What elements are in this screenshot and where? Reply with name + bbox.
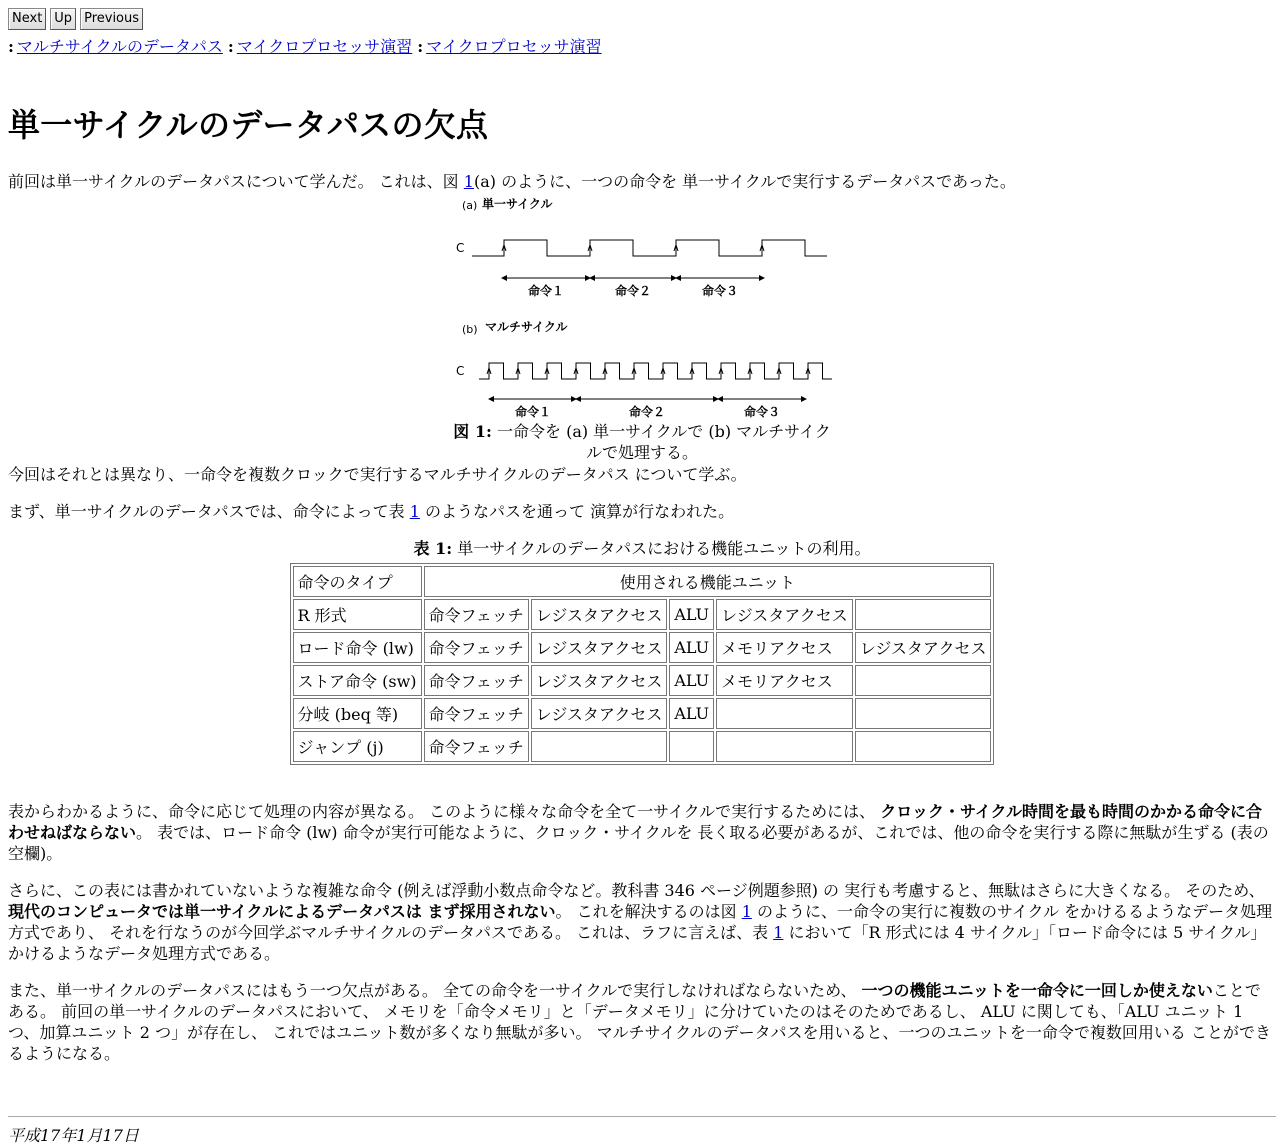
table-cell (531, 731, 668, 762)
para6-c: ことである。 前回の単一サイクルのデータパスにおいて、 メモリを「命令メモリ」と「データメモリ」に分けていたのはそのためであるし、 ALU に関しても、「ALU ユニット 1 つ、加算ユニット 2 つ」が存在し、 これではユニット数が多くなり無駄が多い。 マルチサイクルのデータパスを用いると、一つのユニットを一命令で複数回用いる ことができるようになる。 (8, 981, 1271, 1063)
timing-diagram (452, 192, 832, 418)
para5-emphasis: 現代のコンピュータでは単一サイクルによるデータパスは まず採用されない (8, 902, 556, 921)
up-button[interactable]: Up (50, 8, 76, 30)
table-row (293, 731, 992, 762)
para6-a: また、単一サイクルのデータパスにはもう一つ欠点がある。 全ての命令を一サイクルで実行しなければならないため、 (8, 981, 862, 1000)
para5-a: さらに、この表には書かれていないような複雑な命令 (例えば浮動小数点命令など。教科書 346 ページ例題参照) の 実行も考慮すると、無駄はさらに大きくなる。 そのため、 (8, 881, 1265, 900)
footer-divider (8, 1116, 1276, 1117)
table-header-row (293, 566, 992, 597)
table-row (293, 665, 992, 696)
fig-b-title: マルチサイクル (485, 320, 568, 334)
table-1-link[interactable]: 1 (773, 923, 784, 942)
table-caption-label: 表 1: (413, 539, 453, 558)
para3-before: まず、単一サイクルのデータパスでは、命令によって表 (8, 502, 410, 521)
figure-1 (8, 192, 1276, 463)
table-cell: 命令フェッチ (424, 632, 529, 663)
para5-c: 。 これを解決するのは図 (555, 902, 742, 921)
fig-a-clock-label: C (456, 241, 465, 255)
table-cell (855, 665, 992, 696)
fig-b-instr3: 命令３ (743, 405, 781, 418)
next-button[interactable]: Next (8, 8, 46, 30)
table-cell: 命令フェッチ (424, 698, 529, 729)
nav-sep-next: : (8, 37, 14, 56)
intro-paragraph (8, 171, 1276, 192)
table-header-cell: 命令のタイプ (293, 566, 422, 597)
table-cell: R 形式 (293, 599, 422, 630)
nav-buttons (8, 8, 1276, 32)
table-row (293, 599, 992, 630)
para6-emphasis: 一つの機能ユニットを一命令に一回しか使えない (861, 981, 1213, 1000)
table-cell (855, 599, 992, 630)
table-cell: 命令フェッチ (424, 731, 529, 762)
figure-caption-label: 図 1: (453, 422, 492, 441)
table-cell: 命令フェッチ (424, 665, 529, 696)
table-cell: ALU (669, 698, 714, 729)
table-cell: レジスタアクセス (531, 665, 668, 696)
intro-text-before: 前回は単一サイクルのデータパスについて学んだ。 これは、図 (8, 172, 464, 191)
fig-b-clock-wave (479, 363, 832, 379)
table-header-cell: 使用される機能ユニット (424, 566, 992, 597)
figure-caption (447, 421, 837, 463)
para4-a: 表からわかるように、命令に応じて処理の内容が異なる。 このように様々な命令を全て一サイクルで実行するためには、 (8, 802, 881, 821)
para4-c: 。 表では、ロード命令 (lw) 命令が実行可能なように、クロック・サイクルを 長く取る必要があるが、これでは、他の命令を実行する際に無駄が生ずる (表の空欄)。 (8, 823, 1269, 863)
table-cell: ストア命令 (sw) (293, 665, 422, 696)
next-link[interactable]: マルチサイクルのデータパス (16, 37, 223, 56)
fig-a-prefix: (a) (462, 199, 478, 212)
page-title: 単一サイクルのデータパスの欠点 (8, 106, 489, 144)
table-cell: レジスタアクセス (531, 632, 668, 663)
fig-a-instr3: 命令３ (701, 284, 739, 298)
para5-d: のように、一命令の実行に複数のサイクル をかけるるようなデータ処理方式であり、 それを行なうのが今回学ぶマルチサイクルのデータパスである。 これは、ラフに言えば、表 (8, 902, 1273, 942)
table-cell (855, 731, 992, 762)
table-cell: レジスタアクセス (716, 599, 853, 630)
fig-b-instr1: 命令１ (514, 405, 552, 418)
table-cell: ALU (669, 665, 714, 696)
fig-a-clock-wave (472, 240, 827, 256)
table-cell: ロード命令 (lw) (293, 632, 422, 663)
up-link[interactable]: マイクロプロセッサ演習 (236, 37, 413, 56)
table-cell: ALU (669, 632, 714, 663)
table-row (293, 632, 992, 663)
table-cell (716, 731, 853, 762)
nav-links (8, 37, 1276, 57)
paragraph-5 (8, 880, 1276, 964)
intro-text-after: (a) のように、一つの命令を 単一サイクルで実行するデータパスであった。 (473, 172, 1016, 191)
fig-a-instr2: 命令２ (614, 284, 652, 298)
paragraph-6 (8, 980, 1276, 1064)
table-cell (855, 698, 992, 729)
figure-1-link[interactable]: 1 (463, 172, 474, 191)
table-caption-text: 単一サイクルのデータパスにおける機能ユニットの利用。 (457, 539, 871, 558)
table-cell: メモリアクセス (716, 632, 853, 663)
nav-sep-prev: : (417, 37, 424, 56)
table-cell: レジスタアクセス (855, 632, 992, 663)
table-cell (669, 731, 714, 762)
table-cell: ジャンプ (j) (293, 731, 422, 762)
fig-a-instr1: 命令１ (527, 284, 565, 298)
para3-after: のようなパスを通って 演算が行なわれた。 (419, 502, 735, 521)
table-row (293, 698, 992, 729)
para5-e: において「R 形式には 4 サイクル」「ロード命令には 5 サイクル」かけるようなデータ処理方式である。 (8, 923, 1267, 963)
footer-date: 平成17年1月17日 (8, 1126, 139, 1145)
units-table (290, 563, 995, 765)
fig-b-prefix: (b) (462, 323, 478, 336)
table-cell (716, 698, 853, 729)
table-cell: レジスタアクセス (531, 698, 668, 729)
previous-link[interactable]: マイクロプロセッサ演習 (426, 37, 602, 56)
paragraph-3 (8, 501, 1276, 522)
fig-b-instr2: 命令２ (628, 405, 666, 418)
table-cell: ALU (669, 599, 714, 630)
fig-b-clock-label: C (456, 364, 465, 378)
paragraph-2: 今回はそれとは異なり、一命令を複数クロックで実行するマルチサイクルのデータパス について学ぶ。 (8, 465, 747, 484)
figure-caption-text: 一命令を (a) 単一サイクルで (b) マルチサイクルで処理する。 (496, 422, 831, 462)
para4-emphasis: クロック・サイクル時間を最も時間のかかる命令に合わせねばならない (8, 802, 1263, 842)
table-cell: レジスタアクセス (531, 599, 668, 630)
table-cell: 分岐 (beq 等) (293, 698, 422, 729)
nav-sep-up: : (227, 37, 234, 56)
table-cell: メモリアクセス (716, 665, 853, 696)
table-1-link[interactable]: 1 (409, 502, 420, 521)
table-cell: 命令フェッチ (424, 599, 529, 630)
fig-a-title: 単一サイクル (482, 197, 553, 211)
figure-1-link[interactable]: 1 (741, 902, 752, 921)
paragraph-4 (8, 801, 1276, 864)
table-caption (8, 538, 1276, 559)
previous-button[interactable]: Previous (80, 8, 143, 30)
